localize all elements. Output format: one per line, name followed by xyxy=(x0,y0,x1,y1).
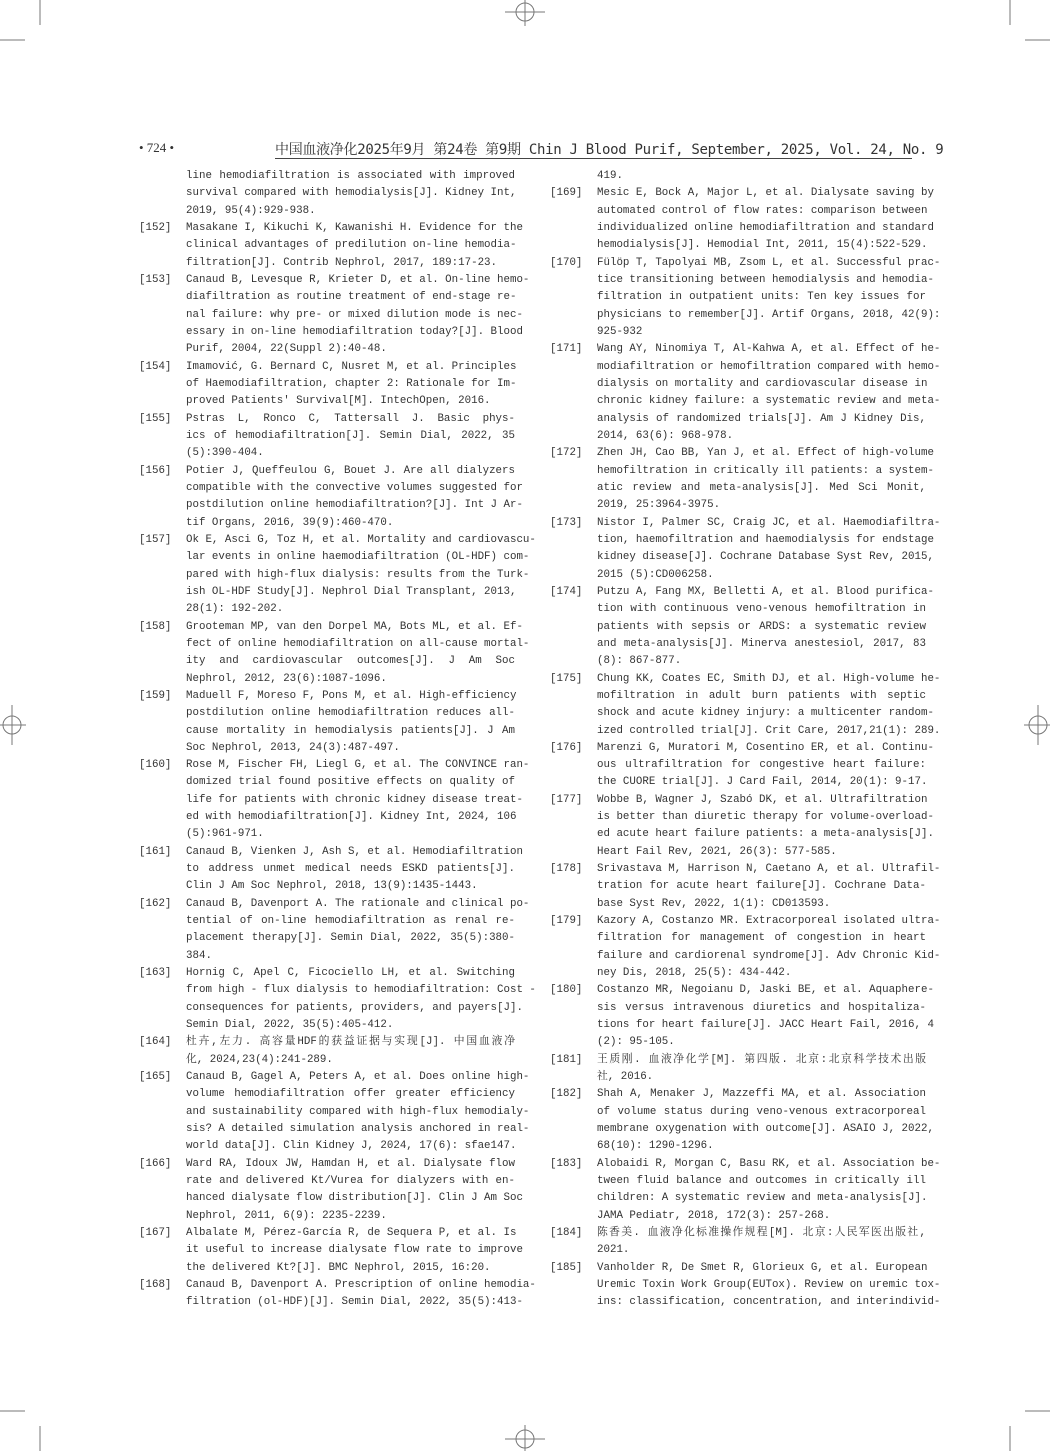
reference-line: Wobbe B, Wagner J, Szabó DK, et al. Ultrafiltration xyxy=(597,793,928,806)
reference-number: [166] xyxy=(139,1157,172,1170)
reference-line: ous ultrafiltration for congestive heart failure: xyxy=(597,759,926,772)
reference-entry xyxy=(550,740,934,792)
reference-entry xyxy=(550,515,941,584)
reference-line: Nephrol, 2012, 23(6):1087-1096. xyxy=(186,672,387,685)
reference-line: tif Organs, 2016, 39(9):460-470. xyxy=(186,516,394,529)
reference-line: Pstras L, Ronco C, Tattersall J. Basic phys- xyxy=(186,412,515,425)
reference-line: dialysis on mortality and cardiovascular disease in xyxy=(597,377,928,390)
reference-line: placement therapy[J]. Semin Dial, 2022, 35(5):380- xyxy=(186,932,515,945)
reference-text xyxy=(186,688,515,757)
reference-line: cause mortality in hemodialysis patients[J]. J Am xyxy=(186,724,515,737)
reference-number: [153] xyxy=(139,273,172,286)
reference-line: rate and delivered Kt/Vurea for dialyzers with en- xyxy=(186,1175,515,1188)
reference-line: tration for acute heart failure[J]. Cochrane Data- xyxy=(597,880,926,893)
reference-line: Nephrol, 2011, 6(9): 2235-2239. xyxy=(186,1209,387,1222)
reference-line: (2): 95-105. xyxy=(597,1036,675,1049)
reference-line: tion with continuous veno-venous hemofiltration in xyxy=(597,603,926,616)
reference-text xyxy=(186,168,515,220)
reference-number: [159] xyxy=(139,689,172,702)
reference-line: (5):390-404. xyxy=(186,447,264,460)
reference-text xyxy=(186,411,515,463)
reference-line: modiafiltration or hemofiltration compared with hemo- xyxy=(597,360,941,373)
reference-text xyxy=(597,515,941,584)
reference-entry xyxy=(550,671,941,740)
reference-entry xyxy=(139,1069,530,1156)
reference-number: [185] xyxy=(550,1261,583,1274)
reference-number: [182] xyxy=(550,1088,583,1101)
reference-entry xyxy=(550,255,941,342)
reference-line: (5):961-971. xyxy=(186,828,264,841)
reference-line: Canaud B, Levesque R, Krieter D, et al. On-line hemo- xyxy=(186,273,530,286)
reference-line: postdilution online hemodiafiltration reduces all- xyxy=(186,707,515,720)
reference-line: Marenzi G, Muratori M, Cosentino ER, et al. Continu- xyxy=(597,741,934,754)
reference-line: 2021. xyxy=(597,1244,630,1257)
reference-line: tion, haemofiltration and haemodialysis for endstage xyxy=(597,533,934,546)
reference-line: Imamović, G. Bernard C, Nusret M, et al. Principles xyxy=(186,360,517,373)
reference-line: Ok E, Asci G, Toz H, et al. Mortality and cardiovascu- xyxy=(186,533,536,546)
reference-line: Maduell F, Moreso F, Pons M, et al. High-efficiency xyxy=(186,689,517,702)
reference-line: filtration (ol-HDF)[J]. Semin Dial, 2022, 35(5):413- xyxy=(186,1296,523,1309)
references-right-column xyxy=(550,168,941,1312)
reference-number: [161] xyxy=(139,845,172,858)
reference-number: [183] xyxy=(550,1157,583,1170)
reference-line: Purif, 2004, 22(Suppl 2):40-48. xyxy=(186,343,387,356)
reference-text xyxy=(597,982,934,1051)
reference-line: 2019, 95(4):929-938. xyxy=(186,204,316,217)
reference-line: of volume status during veno-venous extracorporeal xyxy=(597,1105,926,1118)
reference-line: Costanzo MR, Negoianu D, Jaski BE, et al. Aquaphere- xyxy=(597,984,934,997)
reference-entry xyxy=(550,1052,926,1087)
reference-number: [178] xyxy=(550,863,583,876)
reference-line: essary in on-line hemodiafiltration today?[J]. Blood xyxy=(186,325,523,338)
reference-line: Semin Dial, 2022, 35(5):405-412. xyxy=(186,1019,394,1032)
reference-line: 28(1): 192-202. xyxy=(186,603,284,616)
reference-text xyxy=(597,913,941,982)
reference-number: [169] xyxy=(550,187,583,200)
reference-line: (8): 867-877. xyxy=(597,655,682,668)
reference-line: analysis of randomized trials[J]. Am J Kidney Dis, xyxy=(597,412,926,425)
reference-number: [170] xyxy=(550,256,583,269)
reference-line: line hemodiafiltration is associated with improved xyxy=(186,170,515,182)
reference-line: filtration for management of congestion in heart xyxy=(597,932,926,945)
reference-entry xyxy=(550,792,934,861)
reference-line: fect of online hemodiafiltration on all-cause mortal- xyxy=(186,637,530,650)
reference-number: [164] xyxy=(139,1036,172,1049)
reference-entry xyxy=(139,220,523,272)
reference-entry xyxy=(550,1225,926,1260)
reference-text xyxy=(186,220,523,272)
reference-line: chronic kidney failure: a systematic review and meta- xyxy=(597,395,941,408)
reference-continuation xyxy=(139,168,515,220)
reference-line: tice transitioning between hemodialysis and hemodia- xyxy=(597,273,934,286)
reference-text xyxy=(597,861,941,913)
reference-line: Chung KK, Coates EC, Smith DJ, et al. High-volume he- xyxy=(597,672,941,685)
reference-line: and sustainability compared with high-flux hemodialy- xyxy=(186,1105,530,1118)
reference-line: Uremic Toxin Work Group(EUTox). Review on uremic tox- xyxy=(597,1279,941,1291)
reference-text xyxy=(597,1086,934,1155)
reference-entry xyxy=(550,1086,934,1155)
reference-text xyxy=(186,1277,536,1312)
reference-line: 68(10): 1290-1296. xyxy=(597,1140,714,1153)
reference-text xyxy=(186,463,523,532)
reference-line: shock and acute kidney injury: a multicenter random- xyxy=(597,707,934,720)
reference-entry xyxy=(550,1260,941,1312)
reference-line: 2019, 25:3964-3975. xyxy=(597,499,721,512)
reference-line: lar events in online haemodiafiltration (OL-HDF) com- xyxy=(186,551,530,564)
reference-line: Canaud B, Davenport A. The rationale and clinical po- xyxy=(186,897,530,910)
reference-number: [154] xyxy=(139,360,172,373)
reference-line: Canaud B, Davenport A. Prescription of online hemodia- xyxy=(186,1279,536,1291)
reference-line: 2015 (5):CD006258. xyxy=(597,568,714,581)
reference-line: Clin J Am Soc Nephrol, 2018, 13(9):1435-1443. xyxy=(186,880,478,893)
reference-number: [174] xyxy=(550,585,583,598)
reference-number: [176] xyxy=(550,741,583,754)
reference-line: to address unmet medical needs ESKD patients[J]. xyxy=(186,863,515,876)
reference-line: membrane oxygenation with outcome[J]. ASAIO J, 2022, xyxy=(597,1123,934,1136)
reference-number: [156] xyxy=(139,464,172,477)
reference-line: survival compared with hemodialysis[J]. Kidney Int, xyxy=(186,187,517,200)
reference-line: Heart Fail Rev, 2021, 26(3): 577-585. xyxy=(597,845,837,858)
reference-line: patients with sepsis or ARDS: a systematic review xyxy=(597,620,926,633)
reference-line: world data[J]. Clin Kidney J, 2024, 17(6): sfae147. xyxy=(186,1140,517,1153)
reference-line: filtration[J]. Contrib Nephrol, 2017, 189:17-23. xyxy=(186,256,498,269)
reference-line: Hornig C, Apel C, Ficociello LH, et al. Switching xyxy=(186,967,515,980)
reference-text xyxy=(597,255,941,342)
reference-text xyxy=(186,965,536,1034)
reference-line: hemofiltration in critically ill patients: a system- xyxy=(597,464,934,477)
reference-line: and meta-analysis[J]. Minerva anestesiol, 2017, 83 xyxy=(597,637,926,650)
reference-line: Shah A, Menaker J, Mazzeffi MA, et al. Association xyxy=(597,1088,926,1101)
reference-line: pared with high-flux dialysis: results from the Turk- xyxy=(186,568,530,581)
reference-line: Srivastava M, Harrison N, Caetano A, et al. Ultrafil- xyxy=(597,863,941,876)
reference-line: Kazory A, Costanzo MR. Extracorporeal isolated ultra- xyxy=(597,915,941,928)
reference-line: ity and cardiovascular outcomes[J]. J Am Soc xyxy=(186,655,515,668)
reference-text xyxy=(186,896,530,965)
reference-entry xyxy=(139,688,515,757)
reference-text xyxy=(186,359,515,411)
reference-line: ics of hemodiafiltration[J]. Semin Dial, 2022, 35 xyxy=(186,429,515,442)
reference-entry xyxy=(550,861,941,913)
reference-line: Alobaidi R, Morgan C, Basu RK, et al. Association be- xyxy=(597,1157,941,1170)
reference-line: 陈香美. 血液净化标准操作规程[M]. 北京:人民军医出版社, xyxy=(597,1227,926,1240)
reference-continuation xyxy=(550,168,926,185)
reference-line: children: A systematic review and meta-analysis[J]. xyxy=(597,1192,928,1205)
reference-entry xyxy=(550,913,941,982)
reference-entry xyxy=(139,1277,536,1312)
reference-number: [177] xyxy=(550,793,583,806)
reference-line: ized controlled trial[J]. Crit Care, 2017,21(1): 289. xyxy=(597,724,941,737)
reference-entry xyxy=(550,341,941,445)
reference-text xyxy=(597,740,934,792)
reference-number: [184] xyxy=(550,1227,583,1240)
reference-text xyxy=(597,1225,926,1260)
reference-text xyxy=(186,1034,515,1069)
reference-line: volume hemodiafiltration offer greater efficiency xyxy=(186,1088,515,1101)
page-number: • 724 • xyxy=(139,140,175,155)
reference-line: Grooteman MP, van den Dorpel MA, Bots ML, et al. Ef- xyxy=(186,620,523,633)
reference-entry xyxy=(139,757,530,844)
reference-line: nal failure: why pre- or mixed dilution mode is nec- xyxy=(186,308,523,321)
reference-line: 杜卉,左力. 高容量HDF的获益证据与实现[J]. 中国血液净 xyxy=(186,1036,515,1049)
reference-line: Putzu A, Fang MX, Belletti A, et al. Blood purifica- xyxy=(597,585,934,598)
reference-number: [158] xyxy=(139,620,172,633)
reference-text xyxy=(597,185,934,254)
header-rule xyxy=(275,158,912,159)
reference-line: from high - flux dialysis to hemodiafiltration: Cost - xyxy=(186,984,536,997)
reference-text xyxy=(186,272,530,359)
reference-line: tions for heart failure[J]. JACC Heart Fail, 2016, 4 xyxy=(597,1019,934,1032)
reference-line: clinical advantages of predilution on-line hemodia- xyxy=(186,239,517,252)
running-header: 中国血液净化2025年9月 第24卷 第9期 Chin J Blood Purif, September, 2025, Vol. 24, No. 9 xyxy=(275,142,944,158)
reference-number: [152] xyxy=(139,221,172,234)
reference-text xyxy=(186,532,536,619)
reference-text xyxy=(186,1156,523,1225)
reference-entry xyxy=(139,411,515,463)
reference-line: automated control of flow rates: comparison between xyxy=(597,204,928,217)
reference-number: [157] xyxy=(139,533,172,546)
reference-line: 王质刚. 血液净化学[M]. 第四版. 北京:北京科学技术出版 xyxy=(597,1053,926,1066)
reference-number: [179] xyxy=(550,915,583,928)
reference-line: Wang AY, Ninomiya T, Al-Kahwa A, et al. Effect of he- xyxy=(597,343,941,356)
reference-line: 化, 2024,23(4):241-289. xyxy=(186,1053,333,1066)
reference-entry xyxy=(139,1034,515,1069)
reference-line: ins: classification, concentration, and interindivid- xyxy=(597,1296,941,1309)
reference-number: [155] xyxy=(139,412,172,425)
reference-line: consequences for patients, providers, and payers[J]. xyxy=(186,1001,523,1014)
reference-entry xyxy=(550,1156,941,1225)
reference-text xyxy=(186,844,523,896)
reference-line: ish OL-HDF Study[J]. Nephrol Dial Transplant, 2013, xyxy=(186,585,517,598)
reference-line: tween fluid balance and outcomes in critically ill xyxy=(597,1175,926,1188)
reference-line: mofiltration in adult burn patients with septic xyxy=(597,689,926,702)
reference-line: ney Dis, 2018, 25(5): 434-442. xyxy=(597,967,792,980)
reference-line: Nistor I, Palmer SC, Craig JC, et al. Haemodiafiltra- xyxy=(597,516,941,529)
reference-line: individualized online hemodiafiltration and standard xyxy=(597,221,934,234)
reference-entry xyxy=(139,532,536,619)
reference-line: ed acute heart failure patients: a meta-analysis[J]. xyxy=(597,828,934,841)
reference-number: [172] xyxy=(550,447,583,460)
reference-line: the CUORE trial[J]. J Card Fail, 2014, 20(1): 9-17. xyxy=(597,776,928,789)
reference-text xyxy=(597,341,941,445)
reference-line: Masakane I, Kikuchi K, Kawanishi H. Evidence for the xyxy=(186,221,523,234)
reference-line: filtration in outpatient units: Ten key issues for xyxy=(597,291,926,304)
reference-entry xyxy=(139,1225,523,1277)
reference-line: JAMA Pediatr, 2018, 172(3): 257-268. xyxy=(597,1209,831,1222)
reference-text xyxy=(186,757,530,844)
reference-entry xyxy=(139,463,523,532)
reference-text xyxy=(597,1052,926,1087)
reference-line: kidney disease[J]. Cochrane Database Syst Rev, 2015, xyxy=(597,551,934,564)
reference-text xyxy=(597,168,926,185)
reference-line: Rose M, Fischer FH, Liegl G, et al. The CONVINCE ran- xyxy=(186,759,530,772)
reference-entry xyxy=(139,844,523,896)
reference-line: hemodialysis[J]. Hemodial Int, 2011, 15(4):522-529. xyxy=(597,239,928,252)
reference-line: compatible with the convective volumes suggested for xyxy=(186,481,523,494)
reference-entry xyxy=(550,445,934,514)
reference-line: 社, 2016. xyxy=(597,1071,654,1084)
reference-line: 419. xyxy=(597,170,623,182)
reference-line: domized trial found positive effects on quality of xyxy=(186,776,515,789)
reference-text xyxy=(597,1260,941,1312)
reference-text xyxy=(186,619,530,688)
reference-line: 2014, 63(6): 968-978. xyxy=(597,429,734,442)
reference-line: hanced dialysate flow distribution[J]. Clin J Am Soc xyxy=(186,1192,523,1205)
reference-entry xyxy=(139,896,530,965)
reference-number: [167] xyxy=(139,1227,172,1240)
reference-line: Potier J, Queffeulou G, Bouet J. Are all dialyzers xyxy=(186,464,515,477)
reference-line: Zhen JH, Cao BB, Yan J, et al. Effect of high-volume xyxy=(597,447,934,460)
reference-line: 925-932 xyxy=(597,325,643,338)
reference-entry xyxy=(139,1156,523,1225)
reference-number: [180] xyxy=(550,984,583,997)
reference-entry xyxy=(550,584,934,671)
reference-number: [162] xyxy=(139,897,172,910)
reference-line: Mesic E, Bock A, Major L, et al. Dialysate saving by xyxy=(597,187,934,200)
reference-number: [173] xyxy=(550,516,583,529)
reference-line: the delivered Kt?[J]. BMC Nephrol, 2015, 16:20. xyxy=(186,1261,491,1274)
reference-entry xyxy=(139,965,536,1034)
reference-number: [171] xyxy=(550,343,583,356)
reference-line: diafiltration as routine treatment of end-stage re- xyxy=(186,291,517,304)
reference-line: Albalate M, Pérez-García R, de Sequera P, et al. Is xyxy=(186,1227,517,1240)
reference-line: atic review and meta-analysis[J]. Med Sci Monit, xyxy=(597,481,926,494)
reference-text xyxy=(597,445,934,514)
reference-line: Canaud B, Gagel A, Peters A, et al. Does online high- xyxy=(186,1071,530,1084)
reference-text xyxy=(597,584,934,671)
reference-number: [168] xyxy=(139,1279,172,1291)
reference-line: sis versus intravenous diuretics and hospitaliza- xyxy=(597,1001,926,1014)
reference-line: physicians to remember[J]. Artif Organs, 2018, 42(9): xyxy=(597,308,941,321)
reference-text xyxy=(597,792,934,861)
reference-number: [181] xyxy=(550,1053,583,1066)
reference-text xyxy=(186,1225,523,1277)
reference-line: sis? A detailed simulation analysis anchored in real- xyxy=(186,1123,530,1136)
reference-number: [165] xyxy=(139,1071,172,1084)
reference-line: proved Patients' Survival[M]. IntechOpen, 2016. xyxy=(186,395,491,408)
reference-line: Ward RA, Idoux JW, Hamdan H, et al. Dialysate flow xyxy=(186,1157,515,1170)
reference-line: base Syst Rev, 2022, 1(1): CD013593. xyxy=(597,897,831,910)
reference-line: is better than diuretic therapy for volume-overload- xyxy=(597,811,934,824)
reference-entry xyxy=(139,272,530,359)
reference-line: failure and cardiorenal syndrome[J]. Adv Chronic Kid- xyxy=(597,949,941,962)
reference-line: it useful to increase dialysate flow rate to improve xyxy=(186,1244,523,1257)
reference-text xyxy=(597,1156,941,1225)
reference-line: life for patients with chronic kidney disease treat- xyxy=(186,793,523,806)
reference-line: ed with hemodiafiltration[J]. Kidney Int, 2024, 106 xyxy=(186,811,517,824)
reference-entry xyxy=(139,359,515,411)
reference-line: postdilution online hemodiafiltration?[J]. Int J Ar- xyxy=(186,499,523,512)
reference-line: of Haemodiafiltration, chapter 2: Rationale for Im- xyxy=(186,377,517,390)
reference-number: [163] xyxy=(139,967,172,980)
reference-line: Vanholder R, De Smet R, Glorieux G, et al. European xyxy=(597,1261,928,1274)
reference-line: Fülöp T, Tapolyai MB, Zsom L, et al. Successful prac- xyxy=(597,256,941,269)
reference-entry xyxy=(550,982,934,1051)
reference-number: [175] xyxy=(550,672,583,685)
reference-text xyxy=(186,1069,530,1156)
reference-line: tential of on-line hemodiafiltration as renal re- xyxy=(186,915,515,928)
reference-entry xyxy=(550,185,934,254)
reference-entry xyxy=(139,619,530,688)
reference-text xyxy=(597,671,941,740)
reference-line: 384. xyxy=(186,949,212,962)
reference-line: Soc Nephrol, 2013, 24(3):487-497. xyxy=(186,741,400,754)
references-left-column xyxy=(139,168,536,1312)
reference-number: [160] xyxy=(139,759,172,772)
reference-line: Canaud B, Vienken J, Ash S, et al. Hemodiafiltration xyxy=(186,845,523,858)
